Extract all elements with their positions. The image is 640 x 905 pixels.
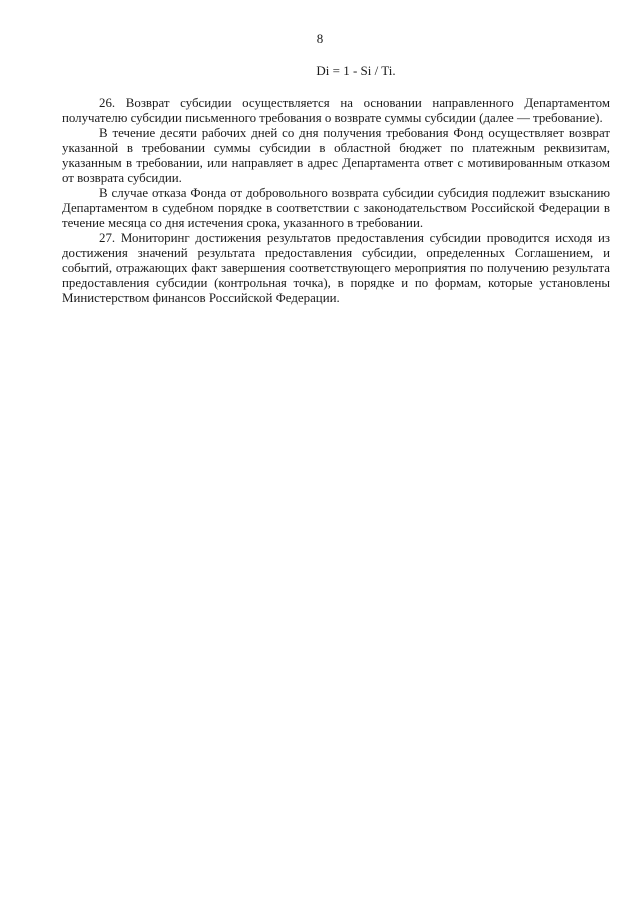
- formula: Di = 1 - Si / Ti.: [316, 63, 396, 78]
- paragraph-26-return-of-subsidy: 26. Возврат субсидии осуществляется на основании направленного Департаментом получателю субсидии письменного требования о возврате суммы субсидии (далее — требование).: [62, 96, 610, 125]
- document-body: [62, 96, 610, 306]
- paragraph-refusal-recovery: В случае отказа Фонда от добровольного возврата субсидии субсидия подлежит взысканию Департаментом в судебном порядке в соответствии с законодательством Российской Федерации в течение месяца со дня истечения срока, указанного в требовании.: [62, 186, 610, 230]
- paragraph-27-monitoring: 27. Мониторинг достижения результатов предоставления субсидии проводится исходя из достижения значений результата предоставления субсидии, определенных Соглашением, и событий, отражающих факт завершения соответствующего мероприятия по получению результата предоставления субсидии (контрольная точка), в порядке и по формам, которые установлены Министерством финансов Российской Федерации.: [62, 231, 610, 305]
- paragraph-return-term: В течение десяти рабочих дней со дня получения требования Фонд осуществляет возврат указанной в требовании суммы субсидии в областной бюджет по платежным реквизитам, указанным в требовании, или направляет в адрес Департамента ответ с мотивированным отказом от возврата субсидии.: [62, 126, 610, 185]
- page-number: 8: [316, 31, 324, 46]
